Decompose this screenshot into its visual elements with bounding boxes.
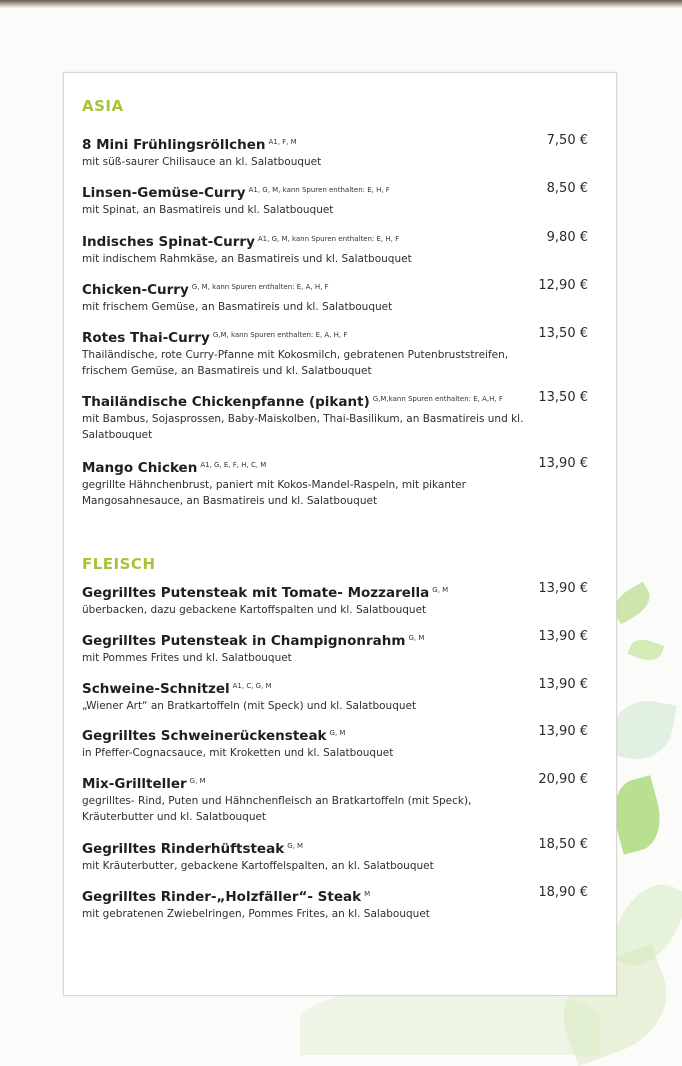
dish-price: 13,50 €	[538, 390, 588, 405]
menu-item	[82, 181, 598, 218]
menu-item	[82, 772, 598, 825]
menu-page	[63, 72, 617, 996]
dish-description: mit frischem Gemüse, an Basmatireis und kl. Salatbouquet	[82, 301, 393, 313]
menu-item	[82, 724, 598, 761]
dish-name: Rotes Thai-Curry	[82, 330, 210, 346]
leaf-decoration	[607, 695, 677, 765]
dish-description: mit gebratenen Zwiebelringen, Pommes Frites, an kl. Salabouquet	[82, 908, 430, 920]
dish-description: „Wiener Art“ an Bratkartoffeln (mit Speck) und kl. Salatbouquet	[82, 700, 417, 712]
dish-description: überbacken, dazu gebackene Kartoffspalten und kl. Salatbouquet	[82, 604, 427, 616]
dish-name: Indisches Spinat-Curry	[82, 234, 255, 250]
dish-price: 13,90 €	[538, 581, 588, 596]
dish-price: 12,90 €	[538, 278, 588, 293]
dish-name: Gegrilltes Schweinerückensteak	[82, 728, 327, 744]
dish-name: Chicken-Curry	[82, 282, 189, 298]
dish-price: 7,50 €	[546, 133, 588, 148]
dish-name: Mix-Grillteller	[82, 776, 187, 792]
menu-item	[82, 629, 598, 666]
dish-name: Gegrilltes Putensteak in Champignonrahm	[82, 633, 406, 649]
dish-price: 18,90 €	[538, 885, 588, 900]
allergen-codes: M	[364, 890, 371, 898]
menu-item	[82, 677, 598, 714]
allergen-codes: A1, C, G, M	[232, 682, 272, 690]
dish-price: 9,80 €	[546, 230, 588, 245]
menu-item	[82, 581, 598, 618]
allergen-codes: G, M	[189, 777, 206, 785]
photo-top-edge	[0, 0, 682, 8]
dish-name: Gegrilltes Rinderhüftsteak	[82, 841, 285, 857]
dish-description: mit Kräuterbutter, gebackene Kartoffelspalten, an kl. Salatbouquet	[82, 860, 434, 872]
allergen-codes: G,M, kann Spuren enthalten: E, A, H, F	[212, 331, 348, 339]
dish-name: Mango Chicken	[82, 460, 198, 476]
menu-item	[82, 837, 598, 874]
dish-price: 13,90 €	[538, 456, 588, 471]
allergen-codes: G, M	[432, 586, 449, 594]
dish-name: Gegrilltes Rinder-„Holzfäller“- Steak	[82, 889, 362, 905]
dish-price: 20,90 €	[538, 772, 588, 787]
dish-name: Gegrilltes Putensteak mit Tomate- Mozzarella	[82, 585, 430, 601]
dish-description: mit indischem Rahmkäse, an Basmatireis und kl. Salatbouquet	[82, 253, 412, 265]
dish-price: 8,50 €	[546, 181, 588, 196]
menu-item	[82, 390, 598, 443]
allergen-codes: G, M, kann Spuren enthalten: E, A, H, F	[191, 283, 329, 291]
dish-name: 8 Mini Frühlingsröllchen	[82, 137, 266, 153]
allergen-codes: G, M	[408, 634, 425, 642]
dish-description: gegrilltes- Rind, Puten und Hähnchenfleisch an Bratkartoffeln (mit Speck), Kräuterbutter und kl. Salatbouquet	[82, 795, 472, 823]
allergen-codes: A1, F, M	[268, 138, 297, 146]
leaf-decoration	[628, 635, 665, 665]
dish-description: mit süß-saurer Chilisauce an kl. Salatbouquet	[82, 156, 322, 168]
allergen-codes: A1, G, E, F, H, C, M	[200, 461, 267, 469]
dish-price: 13,90 €	[538, 677, 588, 692]
menu-item	[82, 326, 598, 379]
dish-name: Thailändische Chickenpfanne (pikant)	[82, 394, 370, 410]
dish-price: 13,90 €	[538, 629, 588, 644]
dish-name: Schweine-Schnitzel	[82, 681, 230, 697]
dish-description: mit Bambus, Sojasprossen, Baby-Maiskolben, Thai-Basilikum, an Basmatireis und kl. Salatbouquet	[82, 413, 524, 441]
section-title-fleisch: FLEISCH	[82, 555, 156, 573]
dish-name: Linsen-Gemüse-Curry	[82, 185, 246, 201]
dish-price: 13,50 €	[538, 326, 588, 341]
allergen-codes: A1, G, M, kann Spuren enthalten: E, H, F	[248, 186, 390, 194]
allergen-codes: G, M	[329, 729, 346, 737]
menu-item	[82, 885, 598, 922]
dish-description: mit Pommes Frites und kl. Salatbouquet	[82, 652, 292, 664]
menu-item	[82, 230, 598, 267]
allergen-codes: G,M,kann Spuren enthalten: E, A,H, F	[372, 395, 503, 403]
menu-item	[82, 456, 598, 509]
dish-description: gegrillte Hähnchenbrust, paniert mit Kokos-Mandel-Raspeln, mit pikanter Mangosahnesauce, an Basmatireis und kl. Salatbouquet	[82, 479, 466, 507]
dish-price: 13,90 €	[538, 724, 588, 739]
dish-description: mit Spinat, an Basmatireis und kl. Salatbouquet	[82, 204, 334, 216]
dish-description: Thailändische, rote Curry-Pfanne mit Kokosmilch, gebratenen Putenbruststreifen, frischem Gemüse, an Basmatireis und kl. Salatbouquet	[82, 349, 509, 377]
section-title-asia: ASIA	[82, 97, 124, 115]
dish-price: 18,50 €	[538, 837, 588, 852]
allergen-codes: A1, G, M, kann Spuren enthalten: E, H, F	[257, 235, 400, 243]
allergen-codes: G, M	[287, 842, 304, 850]
dish-description: in Pfeffer-Cognacsauce, mit Kroketten und kl. Salatbouquet	[82, 747, 394, 759]
menu-item	[82, 278, 598, 315]
menu-item	[82, 133, 598, 170]
